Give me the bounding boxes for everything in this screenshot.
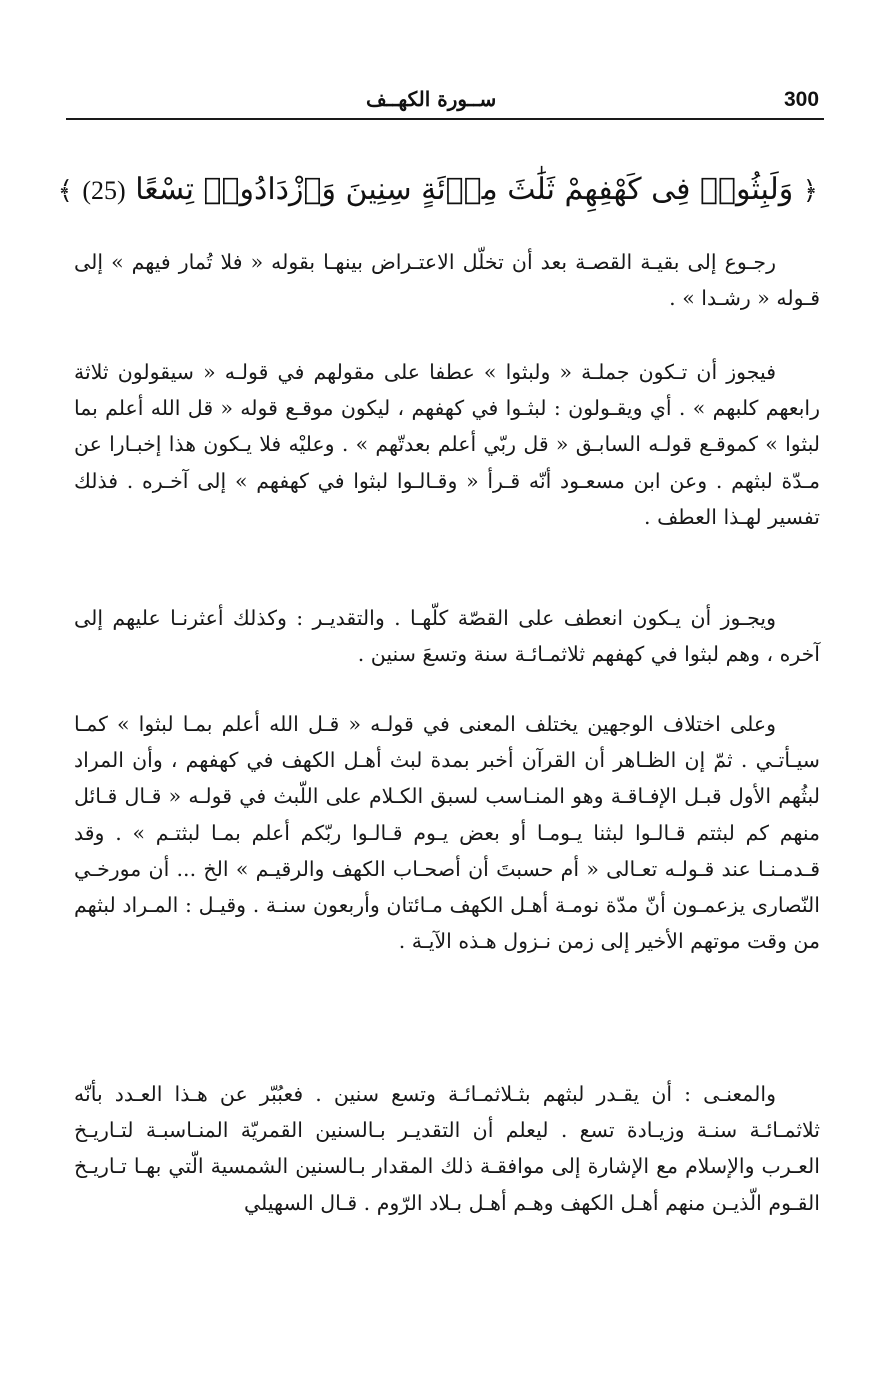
commentary-paragraph: والمعنـى : أن يقـدر لبثهم بثـلاثمـائـة وتسع سنين . فعبُبّر عن هـذا العـدد بأنّه ثلاثمـائـة سنـة وزيـادة تسع . ليعلم أن التقديـر بـالسنين القمريّة المنـاسبـة لتـاريـخ العـرب والإسلام مع الإشارة إلى موافقـة ذلك المقدار بـالسنين الشمسية الّتي بهـا تـاريـخ القـوم الّذيـن منهم أهـل الكهف وهـم أهـل بـلاد الرّوم . قـال السهيلي [74, 1082, 820, 1215]
quranic-verse [57, 160, 818, 221]
running-title: ســورة الكهــف [366, 87, 497, 111]
header-divider [66, 118, 824, 120]
verse-text: وَلَبِثُوا۟ فِى كَهْفِهِمْ ثَلَٰثَ مِا۟ئَةٍ سِنِينَ وَٱزْدَادُوا۟ تِسْعًا [135, 172, 794, 207]
page-header [66, 84, 824, 118]
verse-open-bracket: ﴿ [802, 176, 818, 206]
commentary-paragraph: ويجـوز أن يـكون انعطف على القصّة كلّهـا . والتقديـر : وكذلك أعثرنـا عليهم إلى آخره ، وهم لبثوا في كهفهم ثلاثمـائـة سنة وتسعَ سنين . [74, 606, 820, 667]
commentary-paragraph: رجـوع إلى بقيـة القصـة بعد أن تخلّل الاعتـراض بينهـا بقوله « فلا تُمار فيهم » إلى قـوله « رشـدا » . [74, 250, 820, 311]
verse-close-bracket: ﴾ [57, 176, 73, 206]
commentary-paragraph: وعلى اختلاف الوجهين يختلف المعنى في قولـه « قـل الله أعلم بمـا لبثوا » كمـا سيـأتـي . ثمّ إن الظـاهر أن القرآن أخبر بمدة لبث أهـل الكهف في كهفهم ، وأن المراد لبثُهم الأول قبـل الإفـاقـة وهو المنـاسب لسبق الكـلام على اللّبث في قولـه « قـال قـائل منهم كم لبثتم قـالـوا لبثنا يـومـا أو بعض يـوم قـالـوا ربّكم أعلم بمـا لبثتـم » . وقد قـدمـنـا عند قـولـه تعـالى « أم حسبتَ أن أصحـاب الكهف والرقيـم » الخ ... أن مورخـي النّصارى يزعمـون أنّ مدّة نومـة أهـل الكهف مـائتان وأربعون سنـة . وقيـل : المـراد لبثهم من وقت موتهم الأخير إلى زمن نـزول هـذه الآيـة . [74, 712, 820, 954]
commentary-paragraph: فيجوز أن تـكون جملـة « ولبثوا » عطفا على مقولهم في قولـه « سيقولون ثلاثة رابعهم كلبهم » . أي ويقـولون : لبثـوا في كهفهم ، ليكون موقـع قوله « قل الله أعلم بما لبثوا » كموقـع قولـه السابـق « قل ربّي أعلم بعدتّهم » . وعليْه فلا يـكون هذا إخبـارا عن مـدّة لبثهم . وعن ابن مسعـود أنّه قـرأ « وقـالـوا لبثوا في كهفهم » إلى آخـره . فذلك تفسير لهـذا العطف . [74, 360, 820, 529]
verse-number: (25) [82, 176, 126, 205]
page-number: 300 [784, 88, 820, 111]
